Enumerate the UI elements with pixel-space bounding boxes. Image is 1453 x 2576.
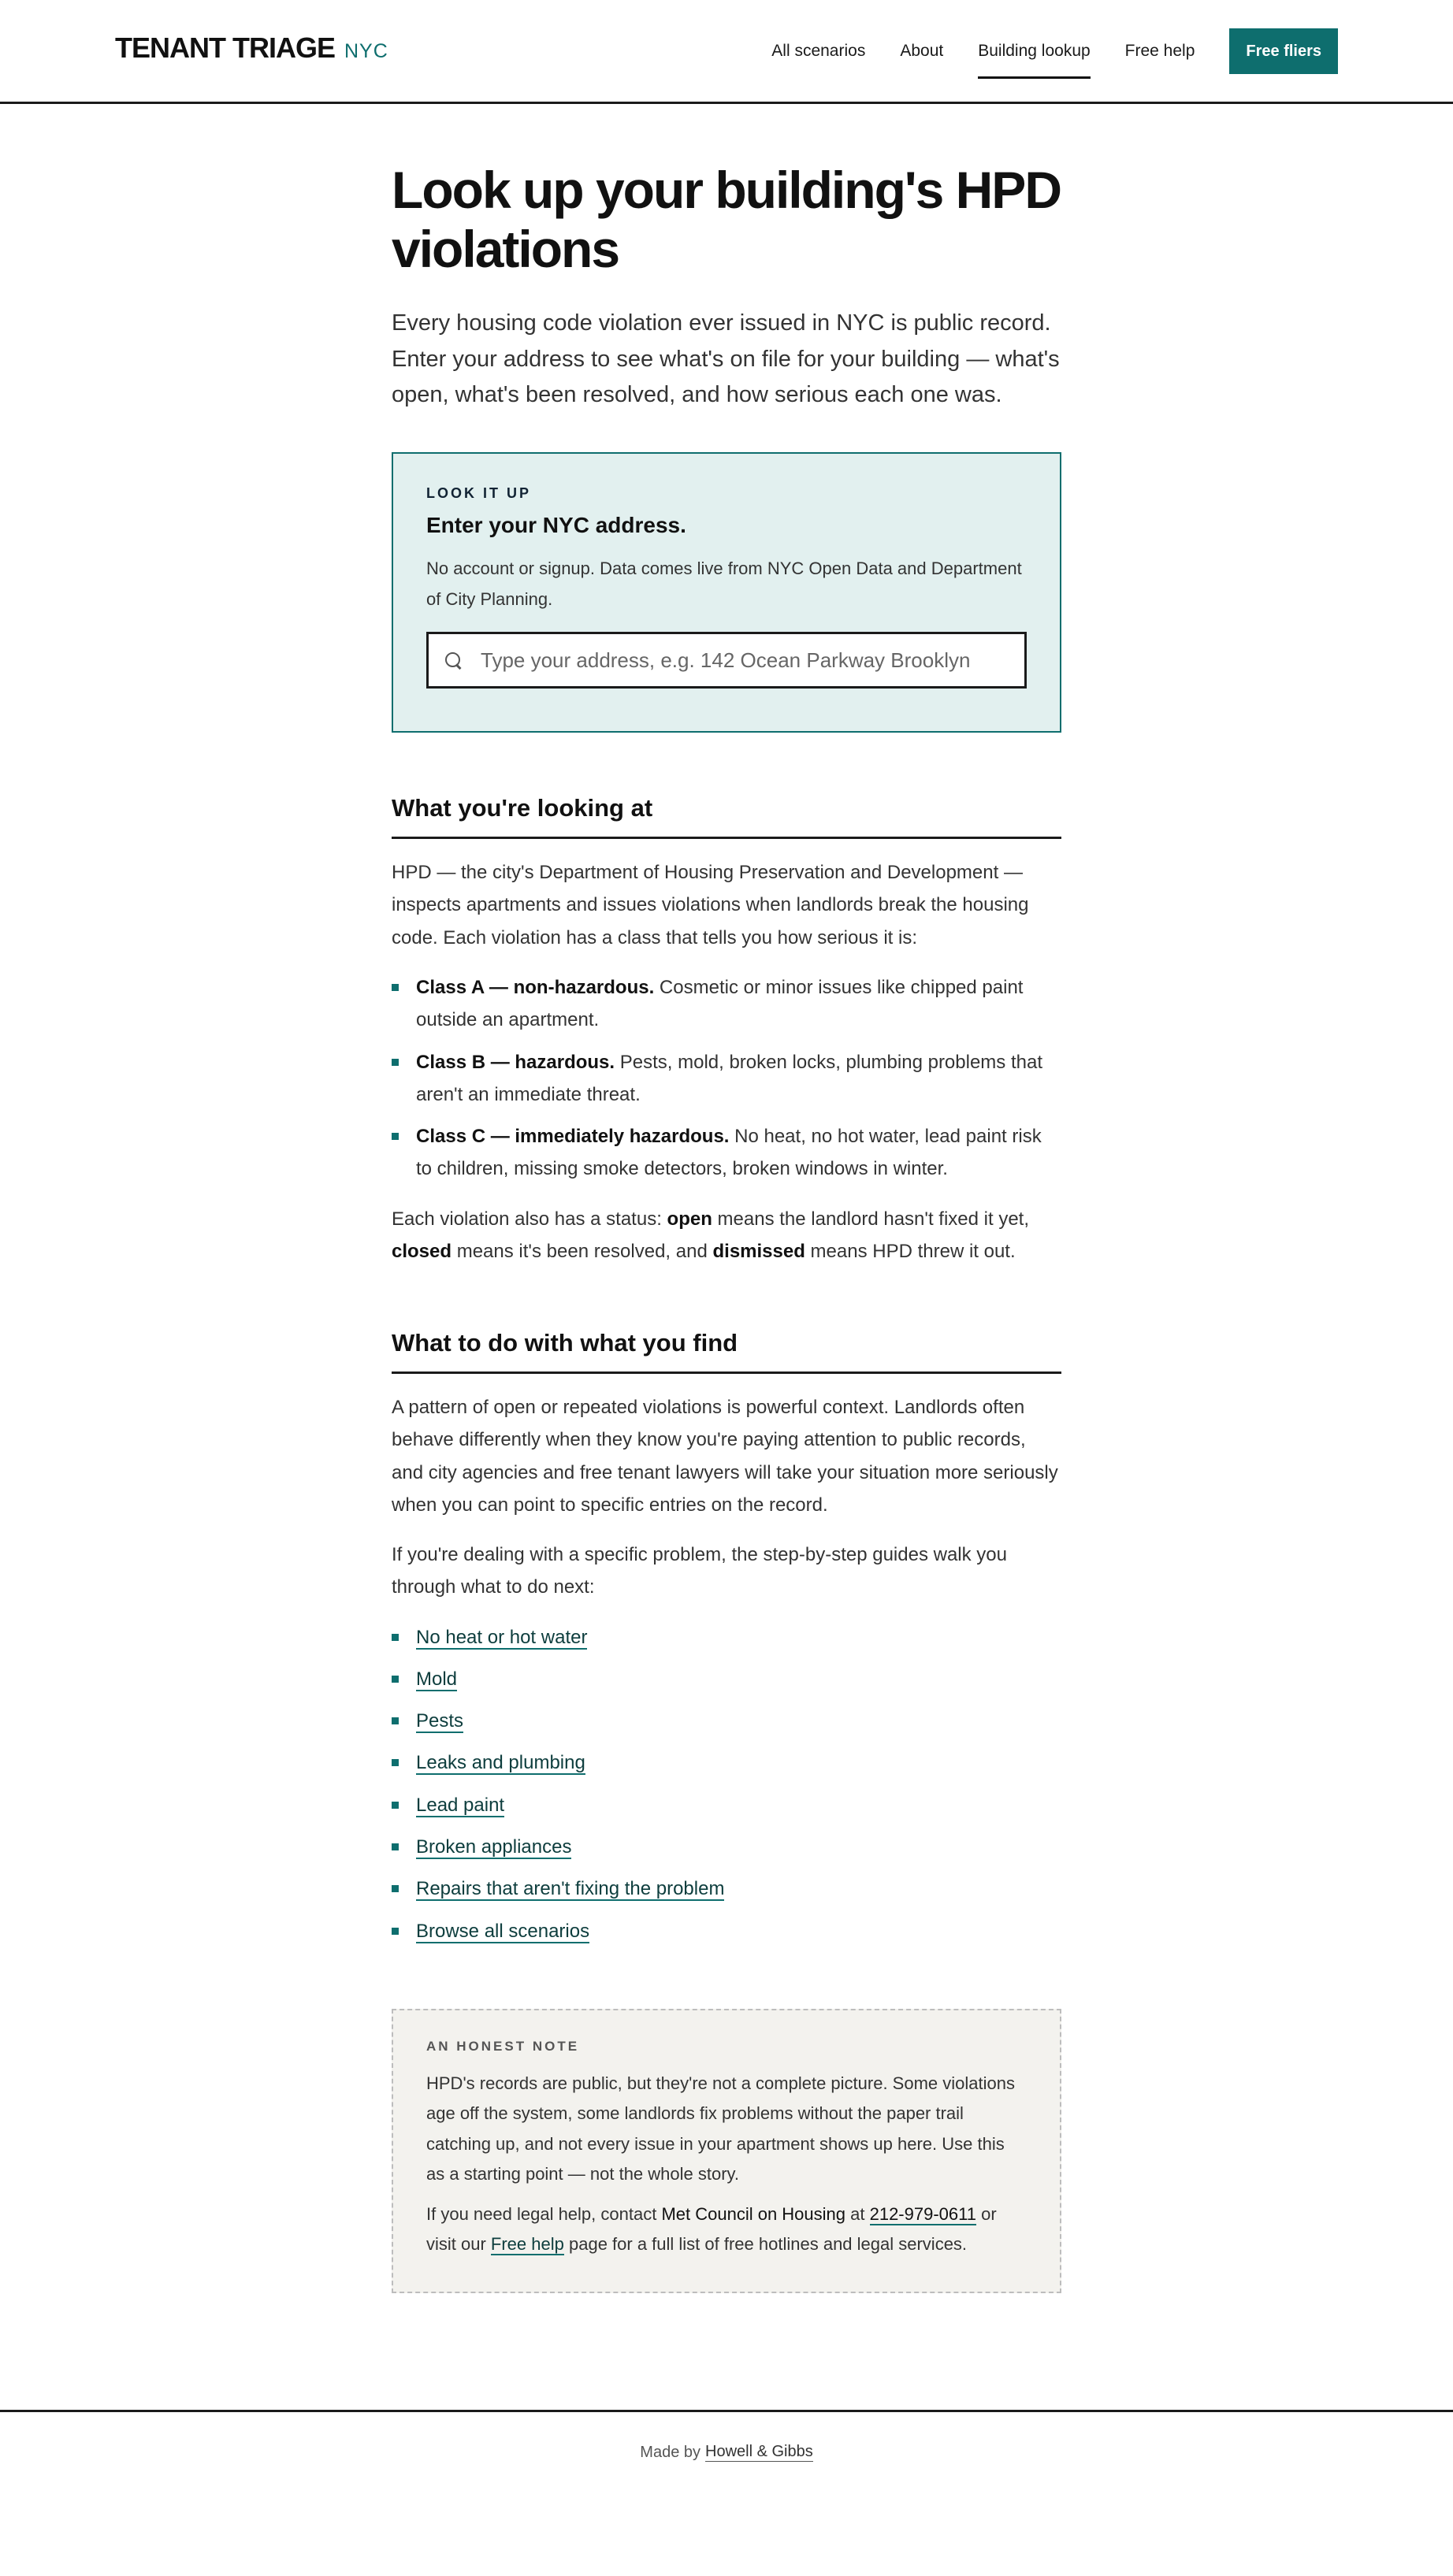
free-help-link[interactable]: Free help bbox=[490, 2234, 564, 2255]
link-lead-paint[interactable]: Lead paint bbox=[416, 1794, 505, 1816]
lookup-heading: Enter your NYC address. bbox=[426, 513, 686, 538]
class-a-text: Cosmetic or minor issues like chipped paint outside an apartment. bbox=[416, 976, 1024, 1031]
status-text: Each violation also has a status: bbox=[392, 1208, 667, 1230]
scenario-link-list bbox=[392, 1621, 1061, 1947]
what-to-do-para-2: If you're dealing with a specific problem, the step-by-step guides walk you through what to do next: bbox=[392, 1544, 1007, 1598]
status-text: means HPD threw it out. bbox=[805, 1240, 1016, 1262]
brand-name: TENANT TRIAGE bbox=[115, 32, 335, 64]
note-para-2 bbox=[426, 2199, 1027, 2260]
list-item bbox=[392, 1789, 1061, 1821]
list-item bbox=[392, 1663, 1061, 1695]
status-text: means the landlord hasn't fixed it yet, bbox=[712, 1208, 1030, 1230]
section-what-to-do bbox=[392, 1329, 1061, 1947]
met-council-name: Met Council on Housing bbox=[661, 2203, 846, 2224]
footer-prefix: Made by bbox=[640, 2443, 700, 2461]
free-fliers-button[interactable]: Free fliers bbox=[1229, 28, 1338, 74]
status-explanation bbox=[392, 1203, 1061, 1268]
violation-class-list bbox=[392, 971, 1061, 1186]
list-item bbox=[392, 1705, 1061, 1737]
class-b-label: Class B — hazardous. bbox=[416, 1051, 615, 1073]
looking-at-intro: HPD — the city's Department of Housing Preservation and Development — inspects apartments and issues violations when landlords break the housing code. Each violation has a class that tells you how serious it is: bbox=[392, 862, 1029, 948]
note-text: at bbox=[845, 2203, 870, 2224]
link-leaks-plumbing[interactable]: Leaks and plumbing bbox=[416, 1752, 585, 1774]
main-nav bbox=[737, 28, 1338, 74]
link-repairs-not-fixing[interactable]: Repairs that aren't fixing the problem bbox=[416, 1878, 725, 1900]
list-item bbox=[392, 1873, 1061, 1905]
page-lede: Every housing code violation ever issued in NYC is public record. Enter your address to see what's on file for your building — what's open, what's been resolved, and how serious each one was. bbox=[392, 310, 1060, 407]
class-b-text: Pests, mold, broken locks, plumbing problems that aren't an immediate threat. bbox=[416, 1051, 1042, 1105]
lookup-eyebrow: LOOK IT UP bbox=[426, 485, 531, 502]
list-item bbox=[392, 1915, 1061, 1947]
list-item bbox=[392, 1746, 1061, 1779]
address-search-input[interactable] bbox=[481, 648, 1009, 673]
list-item bbox=[392, 971, 1061, 1037]
site-footer bbox=[0, 2410, 1453, 2493]
address-lookup-box bbox=[392, 452, 1061, 733]
nav-free-help[interactable]: Free help bbox=[1124, 42, 1195, 61]
phone-link[interactable]: 212-979-0611 bbox=[869, 2203, 976, 2224]
list-item bbox=[392, 1621, 1061, 1654]
list-item bbox=[392, 1046, 1061, 1112]
address-search-field[interactable] bbox=[426, 632, 1027, 689]
status-dismissed: dismissed bbox=[712, 1240, 805, 1262]
search-icon bbox=[444, 651, 462, 669]
page-title: Look up your building's HPD violations bbox=[392, 161, 1061, 279]
footer-credit-link[interactable]: Howell & Gibbs bbox=[705, 2443, 813, 2461]
link-no-heat[interactable]: No heat or hot water bbox=[416, 1626, 588, 1648]
note-para-1: HPD's records are public, but they're not a complete picture. Some violations age off the system, some landlords fix problems without the paper trail catching up, and not every issue in your apartment shows up here. Use this as a starting point — not the whole story. bbox=[426, 2073, 1015, 2184]
link-mold[interactable]: Mold bbox=[416, 1668, 458, 1690]
class-a-label: Class A — non-hazardous. bbox=[416, 976, 655, 998]
note-text: If you need legal help, contact bbox=[426, 2203, 662, 2224]
link-broken-appliances[interactable]: Broken appliances bbox=[416, 1836, 572, 1858]
link-browse-all[interactable]: Browse all scenarios bbox=[416, 1920, 590, 1942]
nav-all-scenarios[interactable]: All scenarios bbox=[771, 42, 866, 61]
brand-city: NYC bbox=[344, 40, 388, 62]
class-c-label: Class C — immediately hazardous. bbox=[416, 1126, 730, 1148]
section-what-youre-looking-at bbox=[392, 794, 1061, 1268]
nav-building-lookup[interactable]: Building lookup bbox=[978, 35, 1090, 67]
note-eyebrow: AN HONEST NOTE bbox=[426, 2038, 580, 2054]
status-open: open bbox=[667, 1208, 712, 1230]
note-text: or visit our bbox=[426, 2203, 997, 2255]
list-item bbox=[392, 1120, 1061, 1186]
list-item bbox=[392, 1831, 1061, 1863]
class-c-text: No heat, no hot water, lead paint risk to children, missing smoke detectors, broken windows in winter. bbox=[416, 1126, 1042, 1180]
brand-logo[interactable] bbox=[115, 32, 388, 65]
main-content bbox=[392, 104, 1061, 2293]
lookup-description: No account or signup. Data comes live from NYC Open Data and Department of City Planning. bbox=[426, 559, 1022, 609]
what-to-do-para-1: A pattern of open or repeated violations is powerful context. Landlords often behave differently when they know you're paying attention to public records, and city agencies and free tenant lawyers will take your situation more seriously when you can point to specific entries on the record. bbox=[392, 1397, 1058, 1516]
section-heading: What you're looking at bbox=[392, 794, 1061, 839]
nav-about[interactable]: About bbox=[900, 42, 944, 61]
note-text: page for a full list of free hotlines and legal services. bbox=[563, 2234, 968, 2255]
honest-note-box bbox=[392, 2009, 1061, 2293]
section-heading: What to do with what you find bbox=[392, 1329, 1061, 1374]
status-closed: closed bbox=[392, 1240, 452, 1262]
site-header bbox=[0, 0, 1453, 104]
link-pests[interactable]: Pests bbox=[416, 1710, 464, 1732]
status-text: means it's been resolved, and bbox=[452, 1240, 713, 1262]
